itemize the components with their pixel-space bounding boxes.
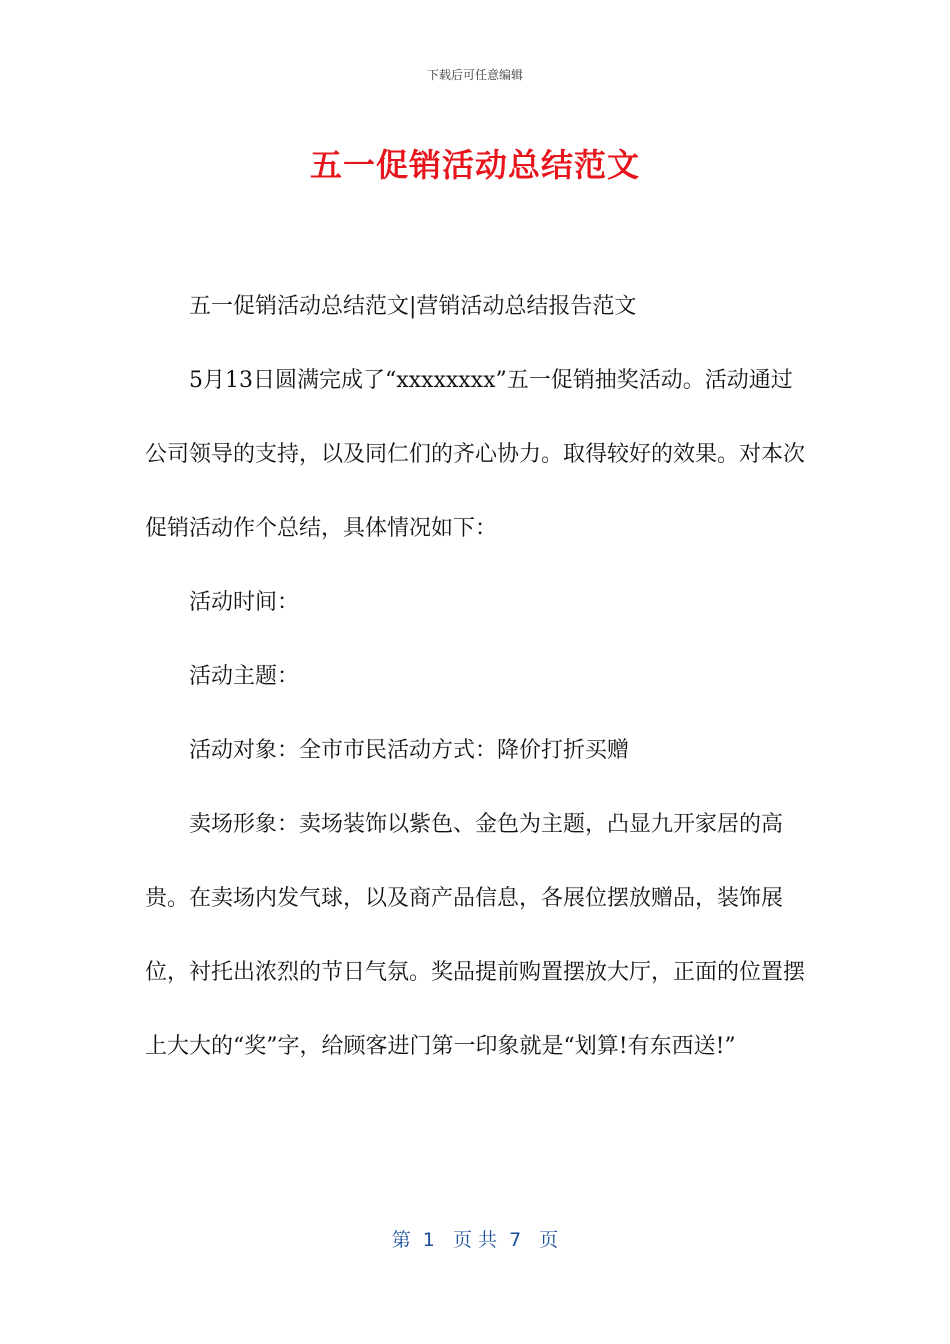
page-number: 第 1 页 共 7 页 [391, 1229, 559, 1251]
paragraph-subtitle: 五一促销活动总结范文|营销活动总结报告范文 [189, 294, 637, 319]
paragraph-store-image: 卖场形象：卖场装饰以紫色、金色为主题，凸显九开家居的高贵。在卖场内发气球，以及商产品信息，各展位摆放赠品，装饰展位，衬托出浓烈的节日气氛。奖品提前购置摆放大厅，正面的位置摆上大大的“奖”字，给顾客进门第一印象就是“划算!有东西送!” [145, 812, 806, 1059]
document-title: 五一促销活动总结范文 [309, 146, 640, 184]
paragraph-activity-theme: 活动主题： [189, 664, 300, 689]
paragraph-activity-target: 活动对象：全市市民活动方式：降价打折买赠 [189, 738, 630, 763]
document-body [145, 270, 805, 1084]
paragraph-intro: 5月13日圆满完成了“xxxxxxxx”五一促销抽奖活动。活动通过公司领导的支持，以及同仁们的齐心协力。取得较好的效果。对本次促销活动作个总结，具体情况如下： [145, 368, 806, 541]
paragraph-activity-time: 活动时间： [189, 590, 300, 615]
header-note: 下载后可任意编辑 [426, 68, 523, 82]
